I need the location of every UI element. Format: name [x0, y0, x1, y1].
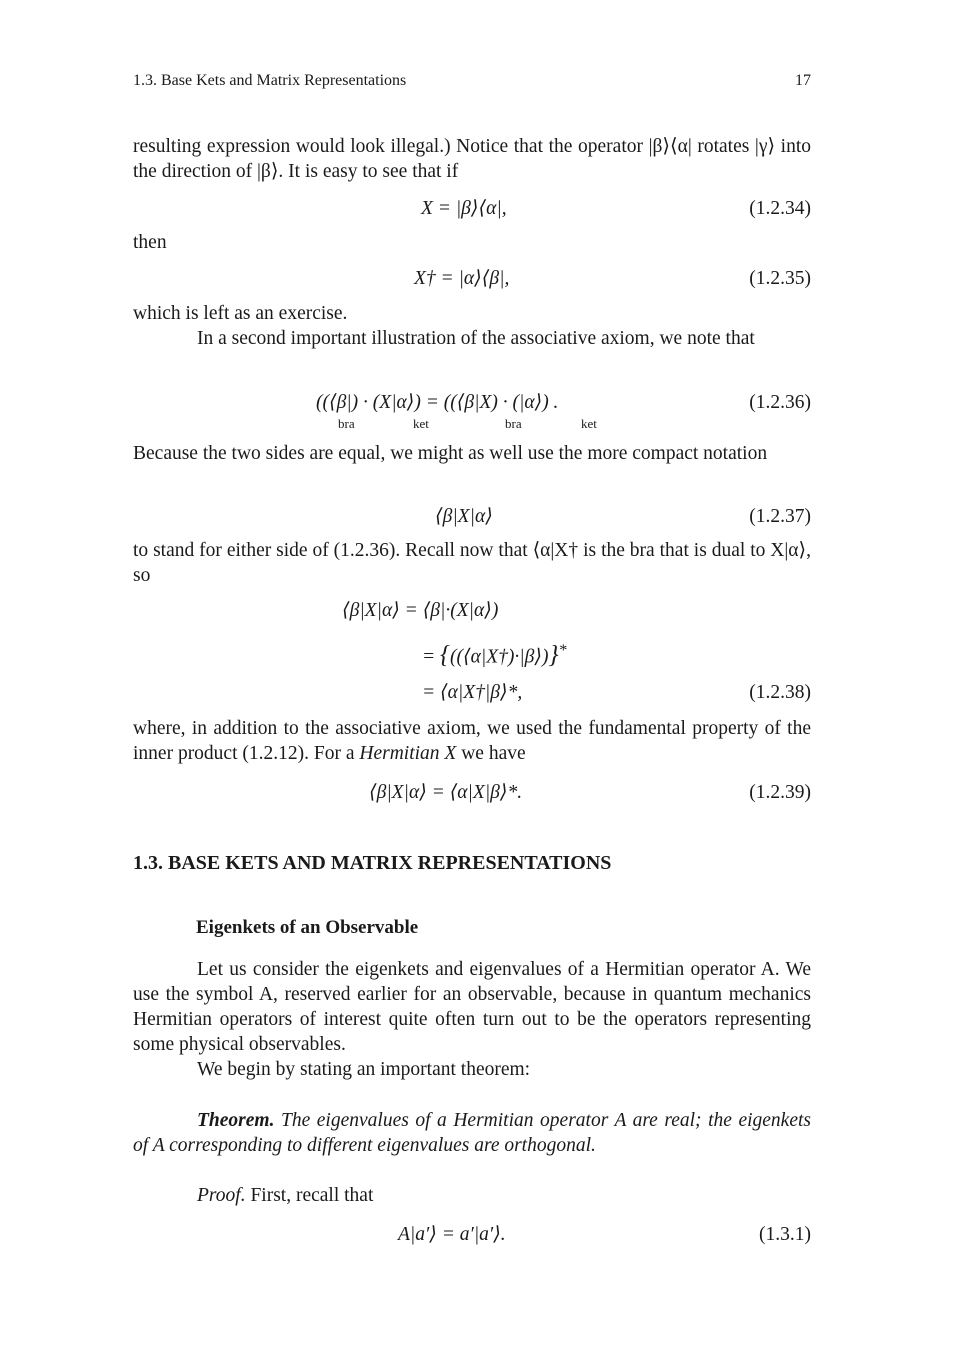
- complex-conjugate-star: *: [558, 641, 567, 659]
- right-brace: }: [548, 641, 559, 669]
- subsection-title: Eigenkets of an Observable: [196, 917, 419, 938]
- equation-number: (1.2.35): [749, 268, 811, 289]
- page-number: 17: [795, 72, 811, 89]
- paragraph: to stand for either side of (1.2.36). Recall now that ⟨α|X† is the bra that is dual to X|α⟩, so: [133, 540, 811, 586]
- equation-1-2-38-line-2: [422, 638, 567, 670]
- underbrace-label: ket: [413, 416, 429, 431]
- equation-number: (1.2.39): [749, 782, 811, 803]
- running-title: 1.3. Base Kets and Matrix Representations: [133, 72, 407, 89]
- theorem-text: The eigenvalues of a Hermitian operator A are real; the eigenkets of A corresponding to different eigenvalues are orthogonal.: [133, 1110, 811, 1156]
- inner-expression: ((⟨α|X†)·|β⟩): [450, 646, 549, 668]
- section-title: 1.3. BASE KETS AND MATRIX REPRESENTATIONS: [133, 852, 612, 874]
- equation-1-2-34: X = |β⟩⟨α|,: [421, 198, 507, 219]
- equals-sign: =: [422, 646, 436, 668]
- theorem: [133, 1108, 811, 1158]
- left-brace: {: [440, 641, 451, 669]
- paragraph: In a second important illustration of the associative axiom, we note that: [197, 328, 755, 349]
- equation-number: (1.3.1): [759, 1224, 811, 1245]
- proof-text: First, recall that: [245, 1185, 374, 1206]
- paragraph: Let us consider the eigenkets and eigenvalues of a Hermitian operator A. We use the symbol A, reserved earlier for an observable, because in quantum mechanics Hermitian operators of interest quite often turn out to be the operators representing some physical observables.: [133, 959, 811, 1055]
- paragraph: resulting expression would look illegal.) Notice that the operator |β⟩⟨α| rotates |γ⟩ into the direction of |β⟩. It is easy to see that if: [133, 136, 811, 182]
- equation-1-2-36: ((⟨β|) · (X|α⟩) = ((⟨β|X) · (|α⟩) .: [316, 392, 559, 413]
- equation-1-2-38-line-3: = ⟨α|X†|β⟩*,: [422, 682, 523, 703]
- paragraph: which is left as an exercise.: [133, 303, 348, 324]
- proof-label: Proof.: [197, 1185, 246, 1206]
- equation-1-2-38-line-1: ⟨β|X|α⟩ = ⟨β|·(X|α⟩): [342, 600, 499, 621]
- paragraph: We begin by stating an important theorem:: [197, 1059, 531, 1080]
- emphasis: Hermitian X: [359, 743, 457, 764]
- paragraph: then: [133, 232, 167, 253]
- proof: [133, 1183, 811, 1208]
- equation-1-2-39: ⟨β|X|α⟩ = ⟨α|X|β⟩*.: [369, 782, 523, 803]
- underbrace-label: bra: [338, 416, 355, 431]
- equation-1-2-35: X† = |α⟩⟨β|,: [414, 268, 510, 289]
- equation-number: (1.2.36): [749, 392, 811, 413]
- underbrace-label: bra: [505, 416, 522, 431]
- paragraph: where, in addition to the associative axiom, we used the fundamental property of the inner product (1.2.12). For a Hermitian X we have: [133, 718, 811, 764]
- equation-1-3-1: A|a′⟩ = a′|a′⟩.: [398, 1224, 506, 1245]
- equation-number: (1.2.38): [749, 682, 811, 703]
- equation-number: (1.2.34): [749, 198, 811, 219]
- equation-1-2-37: ⟨β|X|α⟩: [435, 506, 493, 527]
- paragraph: Because the two sides are equal, we might as well use the more compact notation: [133, 443, 768, 464]
- theorem-label: Theorem.: [197, 1110, 275, 1131]
- underbrace-label: ket: [581, 416, 597, 431]
- equation-number: (1.2.37): [749, 506, 811, 527]
